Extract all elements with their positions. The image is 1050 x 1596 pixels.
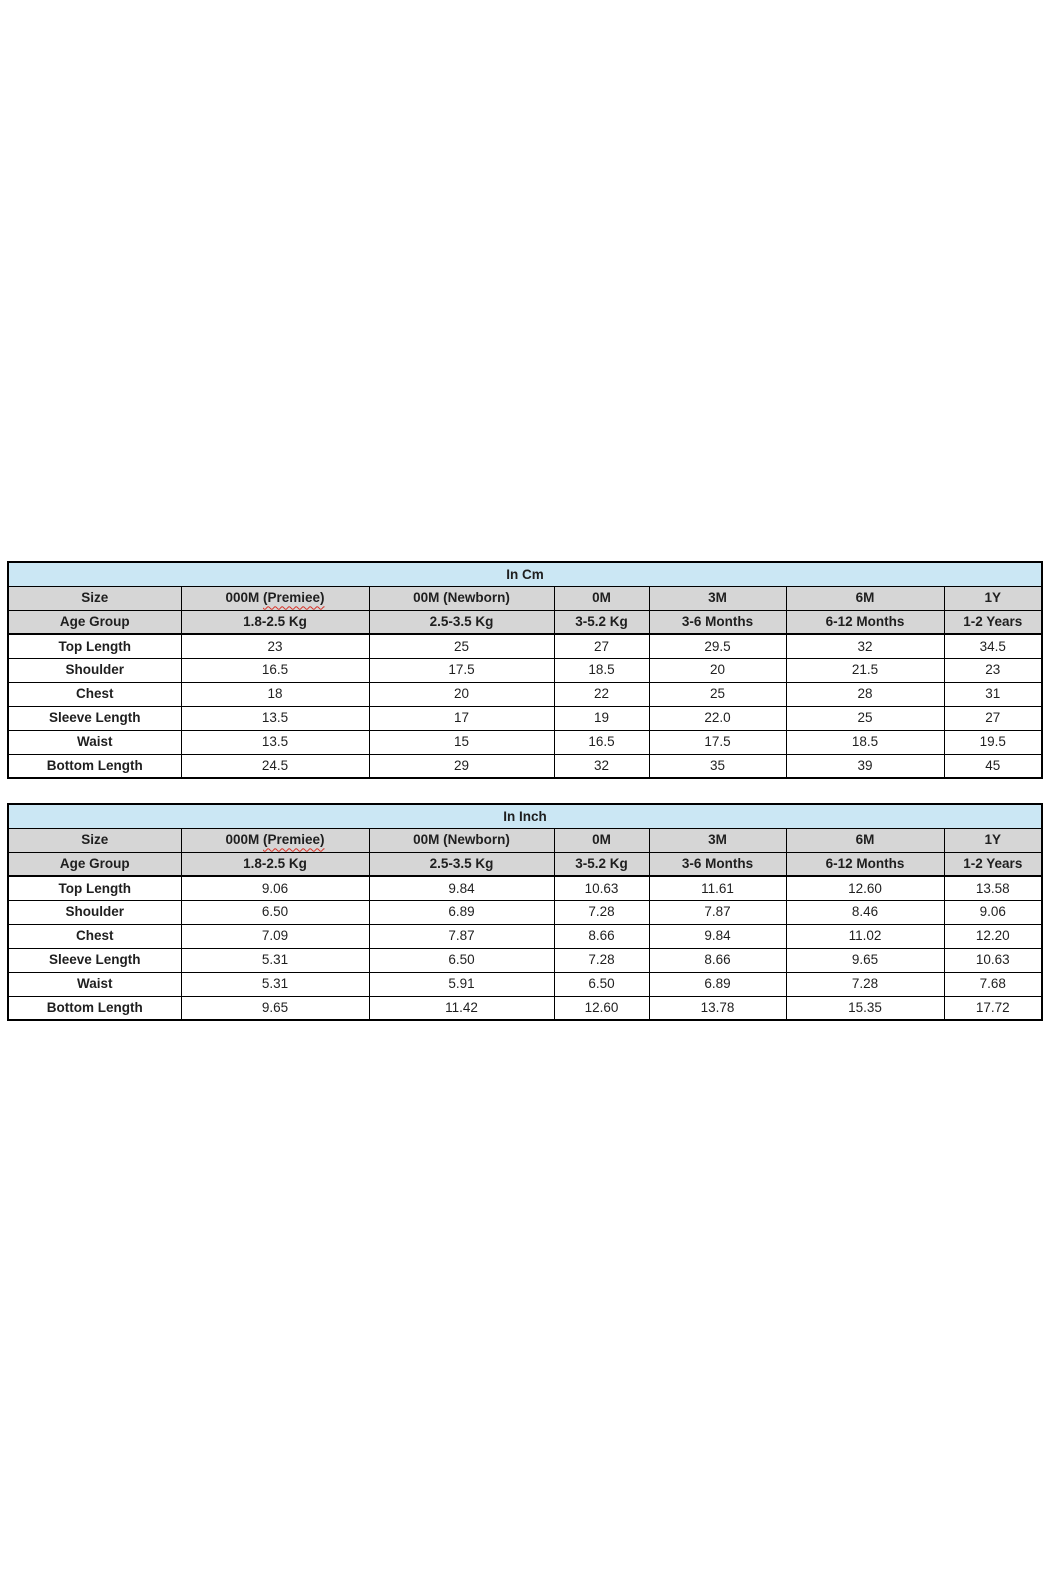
table-row	[8, 876, 1042, 900]
table-cell: 16.5	[554, 730, 649, 754]
inch-size-header-row	[8, 828, 1042, 852]
cm-age-00m: 2.5-3.5 Kg	[369, 610, 554, 634]
table-cell: 6.50	[554, 972, 649, 996]
table-cell: 20	[649, 658, 786, 682]
table-cell: 7.09	[181, 924, 369, 948]
inch-row-label-sleeve-length: Sleeve Length	[8, 948, 181, 972]
table-cell: 12.20	[944, 924, 1042, 948]
table-cell: 9.84	[369, 876, 554, 900]
table-cell: 21.5	[786, 658, 944, 682]
table-cell: 23	[944, 658, 1042, 682]
misspelled-word: (Premiee)	[263, 832, 325, 848]
inch-size-label: Size	[8, 828, 181, 852]
misspelled-word: (Premiee)	[263, 590, 325, 606]
table-cell: 7.87	[649, 900, 786, 924]
table-cell: 6.50	[369, 948, 554, 972]
table-row	[8, 682, 1042, 706]
cm-age-0m: 3-5.2 Kg	[554, 610, 649, 634]
cm-row-label-top-length: Top Length	[8, 634, 181, 658]
inch-age-6m: 6-12 Months	[786, 852, 944, 876]
table-cell: 7.68	[944, 972, 1042, 996]
table-cell: 8.46	[786, 900, 944, 924]
size-text: 000M	[225, 832, 263, 848]
inch-age-header-row	[8, 852, 1042, 876]
inch-table-title-row	[8, 804, 1042, 828]
cm-col-header-0m: 0M	[554, 586, 649, 610]
table-row	[8, 972, 1042, 996]
table-cell: 10.63	[554, 876, 649, 900]
cm-age-000m: 1.8-2.5 Kg	[181, 610, 369, 634]
table-cell: 9.06	[181, 876, 369, 900]
table-cell: 45	[944, 754, 1042, 778]
table-cell: 8.66	[649, 948, 786, 972]
cm-row-label-shoulder: Shoulder	[8, 658, 181, 682]
cm-size-label: Size	[8, 586, 181, 610]
table-cell: 22	[554, 682, 649, 706]
table-cell: 31	[944, 682, 1042, 706]
cm-age-header-row	[8, 610, 1042, 634]
table-cell: 19.5	[944, 730, 1042, 754]
inch-table-title: In Inch	[8, 804, 1042, 828]
inch-col-header-000m	[181, 828, 369, 852]
cm-table-title: In Cm	[8, 562, 1042, 586]
inch-age-000m: 1.8-2.5 Kg	[181, 852, 369, 876]
table-cell: 13.78	[649, 996, 786, 1020]
table-cell: 32	[786, 634, 944, 658]
inch-age-label: Age Group	[8, 852, 181, 876]
cm-age-6m: 6-12 Months	[786, 610, 944, 634]
table-cell: 8.66	[554, 924, 649, 948]
table-cell: 19	[554, 706, 649, 730]
table-cell: 25	[369, 634, 554, 658]
table-cell: 29	[369, 754, 554, 778]
cm-row-label-sleeve-length: Sleeve Length	[8, 706, 181, 730]
cm-col-header-3m: 3M	[649, 586, 786, 610]
table-cell: 6.89	[649, 972, 786, 996]
inch-age-0m: 3-5.2 Kg	[554, 852, 649, 876]
table-row	[8, 996, 1042, 1020]
table-cell: 5.31	[181, 948, 369, 972]
table-cell: 18	[181, 682, 369, 706]
inch-age-00m: 2.5-3.5 Kg	[369, 852, 554, 876]
table-cell: 5.91	[369, 972, 554, 996]
table-cell: 12.60	[554, 996, 649, 1020]
inch-row-label-chest: Chest	[8, 924, 181, 948]
table-row	[8, 730, 1042, 754]
table-cell: 9.65	[181, 996, 369, 1020]
table-cell: 28	[786, 682, 944, 706]
table-cell: 17.72	[944, 996, 1042, 1020]
table-cell: 16.5	[181, 658, 369, 682]
table-cell: 24.5	[181, 754, 369, 778]
table-cell: 27	[944, 706, 1042, 730]
table-cell: 7.28	[786, 972, 944, 996]
table-row	[8, 948, 1042, 972]
table-cell: 11.61	[649, 876, 786, 900]
table-cell: 13.5	[181, 730, 369, 754]
cm-age-1y: 1-2 Years	[944, 610, 1042, 634]
table-cell: 9.65	[786, 948, 944, 972]
table-cell: 17.5	[649, 730, 786, 754]
cm-row-label-waist: Waist	[8, 730, 181, 754]
cm-col-header-00m: 00M (Newborn)	[369, 586, 554, 610]
inch-size-table	[7, 803, 1043, 1021]
table-row	[8, 706, 1042, 730]
cm-table-title-row	[8, 562, 1042, 586]
table-cell: 15.35	[786, 996, 944, 1020]
table-cell: 6.89	[369, 900, 554, 924]
table-cell: 35	[649, 754, 786, 778]
table-row	[8, 754, 1042, 778]
table-cell: 17.5	[369, 658, 554, 682]
table-cell: 34.5	[944, 634, 1042, 658]
cm-row-label-bottom-length: Bottom Length	[8, 754, 181, 778]
table-cell: 10.63	[944, 948, 1042, 972]
table-row	[8, 900, 1042, 924]
table-cell: 20	[369, 682, 554, 706]
cm-col-header-000m	[181, 586, 369, 610]
cm-col-header-6m: 6M	[786, 586, 944, 610]
inch-col-header-6m: 6M	[786, 828, 944, 852]
table-cell: 5.31	[181, 972, 369, 996]
table-cell: 9.84	[649, 924, 786, 948]
table-cell: 18.5	[554, 658, 649, 682]
table-cell: 17	[369, 706, 554, 730]
cm-age-3m: 3-6 Months	[649, 610, 786, 634]
table-cell: 25	[649, 682, 786, 706]
table-cell: 7.87	[369, 924, 554, 948]
table-cell: 32	[554, 754, 649, 778]
inch-col-header-0m: 0M	[554, 828, 649, 852]
table-row	[8, 924, 1042, 948]
inch-age-3m: 3-6 Months	[649, 852, 786, 876]
table-cell: 27	[554, 634, 649, 658]
size-chart-sheet	[7, 561, 1043, 1021]
table-cell: 39	[786, 754, 944, 778]
table-cell: 25	[786, 706, 944, 730]
table-cell: 12.60	[786, 876, 944, 900]
inch-col-header-3m: 3M	[649, 828, 786, 852]
table-row	[8, 658, 1042, 682]
table-cell: 23	[181, 634, 369, 658]
table-cell: 11.02	[786, 924, 944, 948]
table-cell: 13.58	[944, 876, 1042, 900]
inch-row-label-bottom-length: Bottom Length	[8, 996, 181, 1020]
inch-age-1y: 1-2 Years	[944, 852, 1042, 876]
cm-row-label-chest: Chest	[8, 682, 181, 706]
cm-col-header-1y: 1Y	[944, 586, 1042, 610]
table-cell: 7.28	[554, 948, 649, 972]
inch-row-label-shoulder: Shoulder	[8, 900, 181, 924]
inch-col-header-1y: 1Y	[944, 828, 1042, 852]
table-row	[8, 634, 1042, 658]
table-cell: 7.28	[554, 900, 649, 924]
table-cell: 22.0	[649, 706, 786, 730]
table-cell: 18.5	[786, 730, 944, 754]
table-cell: 29.5	[649, 634, 786, 658]
size-text: 000M	[225, 590, 263, 606]
table-cell: 6.50	[181, 900, 369, 924]
inch-col-header-00m: 00M (Newborn)	[369, 828, 554, 852]
cm-size-header-row	[8, 586, 1042, 610]
inch-row-label-waist: Waist	[8, 972, 181, 996]
inch-row-label-top-length: Top Length	[8, 876, 181, 900]
table-cell: 11.42	[369, 996, 554, 1020]
cm-age-label: Age Group	[8, 610, 181, 634]
table-cell: 9.06	[944, 900, 1042, 924]
table-cell: 13.5	[181, 706, 369, 730]
table-cell: 15	[369, 730, 554, 754]
cm-size-table	[7, 561, 1043, 779]
